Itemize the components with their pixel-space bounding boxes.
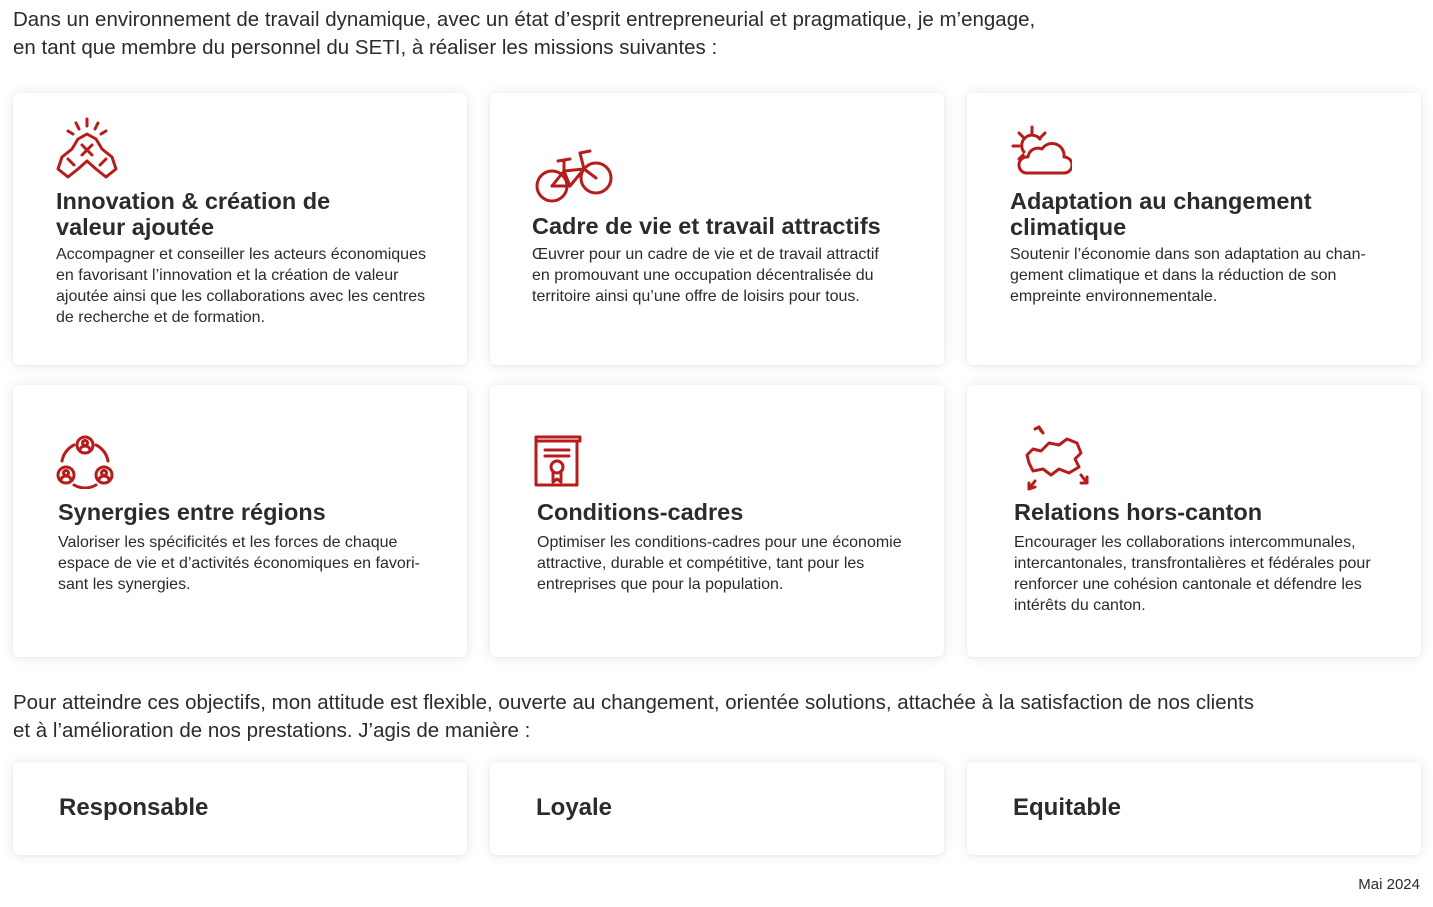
- mission-card-innovation: [13, 93, 467, 365]
- value-card-responsable: [13, 762, 467, 855]
- mission-title: Relations hors-canton: [1014, 499, 1263, 525]
- value-label: Equitable: [1013, 794, 1122, 821]
- mission-title: Innovation & création de valeur ajoutée: [56, 188, 331, 240]
- people-cycle-icon: [56, 435, 114, 489]
- attitude-line-2: et à l’amélioration de nos prestations. J’agis de manière :: [13, 719, 531, 742]
- canton-map-icon: [1021, 425, 1089, 493]
- certificate-icon: [533, 435, 583, 487]
- mission-description: Optimiser les conditions-cadres pour une économie attractive, durable et compétitive, tant pour les entreprises que pour la population.: [537, 534, 902, 593]
- intro-line-1: Dans un environnement de travail dynamique, avec un état d’esprit entrepreneurial et pragmatique, je m’engage,: [13, 8, 1036, 31]
- intro-line-2: en tant que membre du personnel du SETI, à réaliser les missions suivantes :: [13, 36, 718, 59]
- mission-description: Encourager les collaborations intercommunales, intercantonales, transfrontalières et fédérales pour renforcer une cohésion cantonale et défendre les intérêts du canton.: [1014, 534, 1371, 614]
- mission-description: Valoriser les spécificités et les forces de chaque espace de vie et d’activités économiques en favori- sant les synergies.: [58, 534, 420, 593]
- attitude-text: [13, 689, 1413, 745]
- mission-title: Cadre de vie et travail attractifs: [532, 213, 881, 239]
- attitude-line-1: Pour atteindre ces objectifs, mon attitude est flexible, ouverte au changement, orientée solutions, attachée à la satisfaction de nos clients: [13, 691, 1254, 714]
- value-card-equitable: [967, 762, 1421, 855]
- high-five-icon: [54, 117, 120, 181]
- mission-title: Synergies entre régions: [58, 499, 326, 525]
- mission-description: Accompagner et conseiller les acteurs économiques en favorisant l’innovation et la création de valeur ajoutée ainsi que les collaborations avec les centres de recherche et de formation.: [56, 246, 426, 326]
- mission-card-cadre-de-vie: [490, 93, 944, 365]
- mission-card-climat: [967, 93, 1421, 365]
- mission-description: Soutenir l’économie dans son adaptation au chan- gement climatique et dans la réduction de son empreinte environnementale.: [1010, 246, 1366, 305]
- bicycle-icon: [534, 145, 614, 205]
- mission-card-relations: [967, 385, 1421, 657]
- value-card-loyale: [490, 762, 944, 855]
- mission-card-synergies: [13, 385, 467, 657]
- value-label: Loyale: [536, 794, 613, 821]
- mission-card-conditions-cadres: [490, 385, 944, 657]
- footer-date: Mai 2024: [1358, 876, 1420, 893]
- mission-description: Œuvrer pour un cadre de vie et de travail attractif en promouvant une occupation décentralisée du territoire ainsi qu’une offre de loisirs pour tous.: [532, 246, 879, 305]
- value-label: Responsable: [59, 794, 209, 821]
- mission-title: Adaptation au changement climatique: [1010, 188, 1312, 240]
- intro-text: [13, 6, 1413, 62]
- mission-title: Conditions-cadres: [537, 499, 744, 525]
- sun-cloud-icon: [1010, 125, 1072, 179]
